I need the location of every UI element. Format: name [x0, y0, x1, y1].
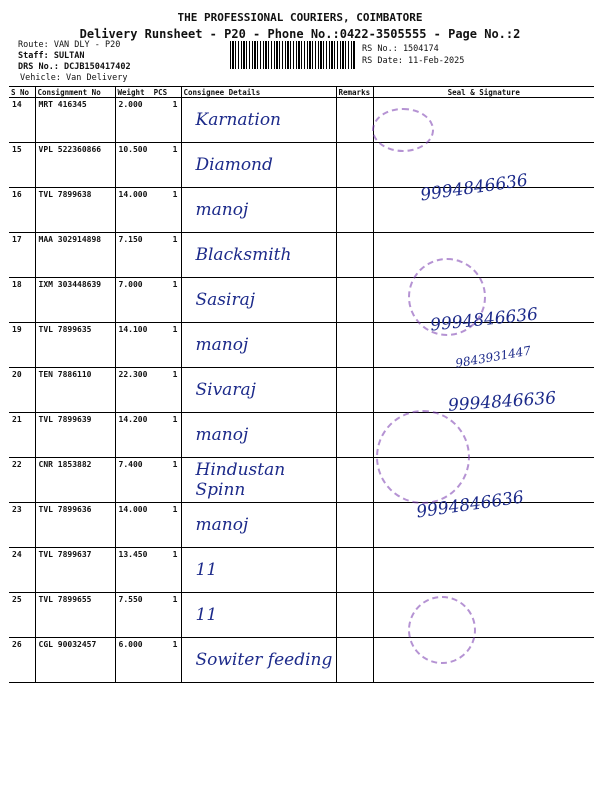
consignment-no: MRT 416345	[35, 98, 115, 143]
pcs: 1	[172, 505, 178, 514]
weight-pcs	[115, 458, 181, 503]
company-name: THE PROFESSIONAL COURIERS, COIMBATORE	[177, 11, 423, 24]
consignment-no: CGL 90032457	[35, 638, 115, 683]
remarks	[336, 278, 373, 323]
remarks	[336, 593, 373, 638]
consignee-details: manoj	[181, 413, 336, 458]
weight-pcs	[115, 233, 181, 278]
pcs: 1	[172, 460, 178, 469]
weight: 7.000	[118, 280, 143, 289]
weight-pcs	[115, 98, 181, 143]
sno: 15	[9, 143, 35, 188]
consignment-no: IXM 303448639	[35, 278, 115, 323]
table-row	[9, 233, 594, 278]
weight: 10.500	[118, 145, 148, 154]
consignee-details: Diamond	[181, 143, 336, 188]
consignee-details: Hindustan Spinn	[181, 458, 336, 503]
table-row	[9, 413, 594, 458]
sno: 20	[9, 368, 35, 413]
sno: 21	[9, 413, 35, 458]
weight: 7.400	[118, 460, 143, 469]
consignee-details: Blacksmith	[181, 233, 336, 278]
table-row	[9, 593, 594, 638]
consignee-details: manoj	[181, 503, 336, 548]
remarks	[336, 458, 373, 503]
signature-phone: 9994846636	[447, 388, 557, 416]
consignee-details: manoj	[181, 323, 336, 368]
pcs: 1	[172, 370, 178, 379]
table-row	[9, 188, 594, 233]
seal-signature	[373, 593, 594, 638]
weight-pcs	[115, 548, 181, 593]
remarks	[336, 233, 373, 278]
sno: 24	[9, 548, 35, 593]
consignment-no: CNR 1853882	[35, 458, 115, 503]
seal-signature	[373, 233, 594, 278]
seal-stamp	[408, 596, 476, 664]
consignment-no: TVL 7899655	[35, 593, 115, 638]
remarks	[336, 143, 373, 188]
consignment-no: TVL 7899639	[35, 413, 115, 458]
weight-pcs	[115, 323, 181, 368]
consignment-no: TEN 7886110	[35, 368, 115, 413]
weight-pcs	[115, 638, 181, 683]
sno: 22	[9, 458, 35, 503]
consignee-details: 11	[181, 593, 336, 638]
seal-signature	[373, 548, 594, 593]
weight: 2.000	[118, 100, 143, 109]
weight-pcs	[115, 278, 181, 323]
sno: 23	[9, 503, 35, 548]
weight: 13.450	[118, 550, 148, 559]
weight: 14.000	[118, 190, 148, 199]
weight: 6.000	[118, 640, 143, 649]
table-header	[9, 87, 594, 98]
pcs: 1	[172, 235, 178, 244]
table-row	[9, 98, 594, 143]
weight: 7.150	[118, 235, 143, 244]
weight: 22.300	[118, 370, 148, 379]
consignment-no: TVL 7899635	[35, 323, 115, 368]
weight: 14.200	[118, 415, 148, 424]
consignment-no: TVL 7899636	[35, 503, 115, 548]
weight-pcs	[115, 503, 181, 548]
consignment-no: VPL 522360866	[35, 143, 115, 188]
pcs: 1	[172, 100, 178, 109]
remarks	[336, 368, 373, 413]
sno: 14	[9, 98, 35, 143]
barcode	[230, 41, 355, 69]
sno: 25	[9, 593, 35, 638]
consignee-details: manoj	[181, 188, 336, 233]
remarks	[336, 548, 373, 593]
remarks	[336, 188, 373, 233]
table-row	[9, 548, 594, 593]
col-pcs: PCS	[153, 87, 168, 97]
remarks	[336, 503, 373, 548]
sno: 17	[9, 233, 35, 278]
weight: 14.000	[118, 505, 148, 514]
pcs: 1	[172, 325, 178, 334]
weight: 7.550	[118, 595, 143, 604]
route: Route: VAN DLY - P20	[18, 40, 121, 50]
pcs: 1	[172, 550, 178, 559]
consignee-details: Sasiraj	[181, 278, 336, 323]
seal-signature	[373, 638, 594, 683]
drs-number: DRS No.: DCJB150417402	[18, 62, 131, 72]
remarks	[336, 413, 373, 458]
col-weight: Weight	[117, 87, 145, 97]
table-row	[9, 638, 594, 683]
consignee-details: Karnation	[181, 98, 336, 143]
col-weight-pcs	[115, 87, 181, 98]
weight-pcs	[115, 368, 181, 413]
weight-pcs	[115, 593, 181, 638]
col-remarks: Remarks	[336, 87, 373, 98]
consignment-no: TVL 7899637	[35, 548, 115, 593]
signature-phone: 9994846636	[419, 170, 530, 206]
runsheet-title: Delivery Runsheet - P20 - Phone No.:0422-3505555 - Page No.:2	[79, 27, 521, 41]
sno: 19	[9, 323, 35, 368]
signature-phone: 9994846636	[415, 487, 526, 523]
pcs: 1	[172, 280, 178, 289]
sno: 26	[9, 638, 35, 683]
col-sno: S No	[9, 87, 35, 98]
rs-date: RS Date: 11-Feb-2025	[362, 56, 465, 66]
remarks	[336, 323, 373, 368]
sno: 16	[9, 188, 35, 233]
pcs: 1	[172, 190, 178, 199]
pcs: 1	[172, 145, 178, 154]
rs-number: RS No.: 1504174	[362, 44, 439, 54]
pcs: 1	[172, 415, 178, 424]
col-consignment: Consignment No	[35, 87, 115, 98]
signature-phone: 9994846636	[429, 304, 539, 336]
col-seal: Seal & Signature	[373, 87, 594, 98]
staff: Staff: SULTAN	[18, 51, 85, 61]
remarks	[336, 98, 373, 143]
pcs: 1	[172, 640, 178, 649]
weight: 14.100	[118, 325, 148, 334]
weight-pcs	[115, 413, 181, 458]
pcs: 1	[172, 595, 178, 604]
seal-stamp	[372, 108, 434, 152]
consignee-details: Sivaraj	[181, 368, 336, 413]
remarks	[336, 638, 373, 683]
consignee-details: 11	[181, 548, 336, 593]
consignee-details: Sowiter feeding	[181, 638, 336, 683]
weight-pcs	[115, 143, 181, 188]
consignment-no: TVL 7899638	[35, 188, 115, 233]
weight-pcs	[115, 188, 181, 233]
vehicle: Vehicle: Van Delivery	[20, 73, 128, 83]
sno: 18	[9, 278, 35, 323]
col-consignee: Consignee Details	[181, 87, 336, 98]
signature-phone: 9843931447	[454, 343, 532, 371]
seal-stamp	[376, 410, 470, 504]
consignment-no: MAA 302914898	[35, 233, 115, 278]
